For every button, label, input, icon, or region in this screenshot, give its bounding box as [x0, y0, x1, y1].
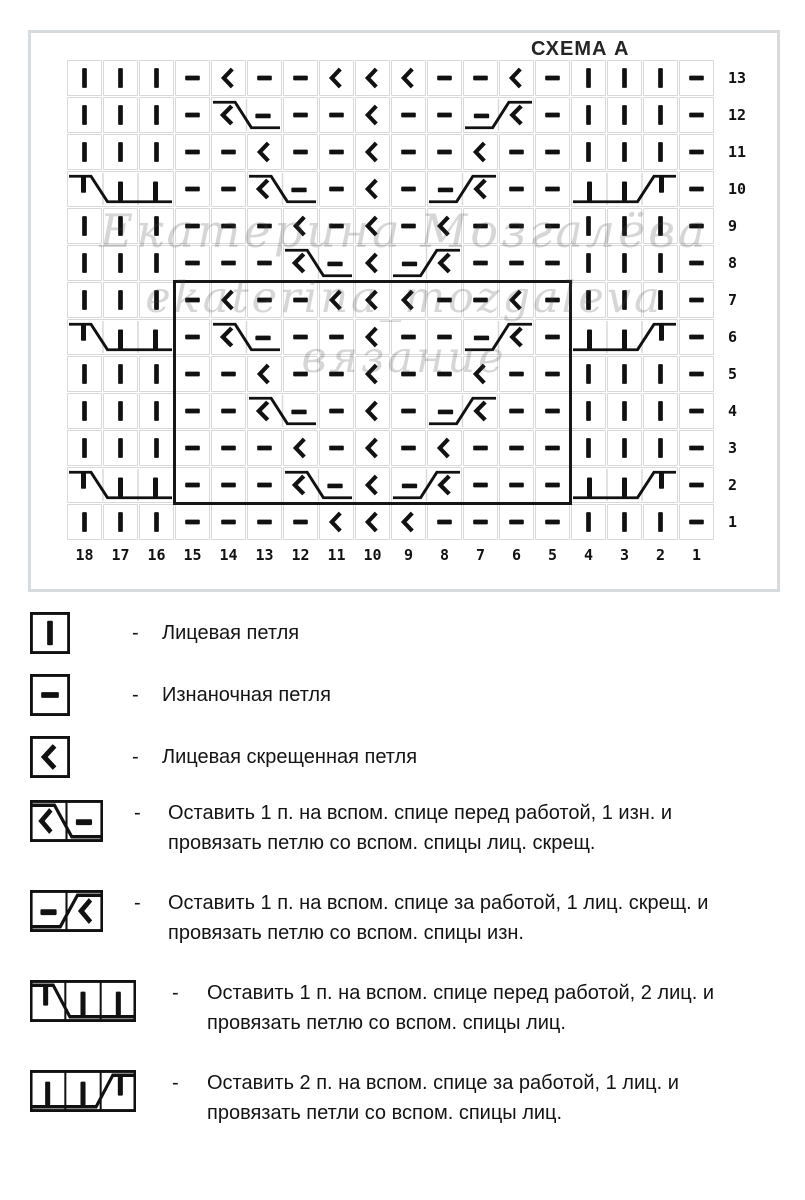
- chart-cell-p: [247, 504, 282, 540]
- chart-cell-tw: [355, 504, 390, 540]
- chart-cell-tw: [463, 134, 498, 170]
- chart-cell-p: [679, 393, 714, 429]
- legend-description-line: провязать петлю со вспом. спицы изн.: [168, 922, 524, 944]
- chart-cell-k: [571, 208, 606, 244]
- chart-cell-p: [391, 356, 426, 392]
- legend-label: Лицевая скрещенная петля: [162, 746, 418, 768]
- chart-cell-k: [607, 208, 642, 244]
- chart-cell-p: [211, 134, 246, 170]
- watermark-line-1: Екатерина Мозгалёва: [99, 204, 709, 258]
- chart-cell-p: [427, 134, 462, 170]
- column-label: 11: [327, 546, 346, 564]
- chart-cell-p: [391, 430, 426, 466]
- chart-cell-k: [139, 282, 174, 318]
- chart-cell-k: [67, 134, 102, 170]
- chart-cell-p: [175, 134, 210, 170]
- column-label: 14: [219, 546, 238, 564]
- chart-cell-p: [319, 356, 354, 392]
- chart-cell-k: [607, 97, 642, 133]
- chart-cell-k: [571, 504, 606, 540]
- chart-cell-p: [499, 245, 534, 281]
- chart-cell-p: [175, 356, 210, 392]
- chart-cell-p: [319, 393, 354, 429]
- legend-item-c3b: [30, 1068, 760, 1128]
- chart-cell-p: [175, 245, 210, 281]
- chart-cell-k: [607, 504, 642, 540]
- chart-cell-p: [463, 467, 498, 503]
- row-label: 7: [728, 291, 738, 309]
- chart-cell-k: [139, 97, 174, 133]
- chart-cell-p: [499, 430, 534, 466]
- chart-cell-p: [283, 356, 318, 392]
- chart-cell-p: [247, 60, 282, 96]
- chart-cell-tw: [427, 430, 462, 466]
- row-label: 6: [728, 328, 738, 346]
- column-label: 15: [183, 546, 202, 564]
- chart-cell-p: [427, 319, 462, 355]
- chart-cell-p: [247, 467, 282, 503]
- chart-cell-p: [283, 319, 318, 355]
- legend-symbol-k: [30, 612, 70, 654]
- chart-cell-p: [247, 245, 282, 281]
- legend-description-line: Оставить 1 п. на вспом. спице перед работой, 1 изн. и: [168, 802, 673, 824]
- legend-symbol-c3f: [30, 980, 136, 1022]
- row-label: 11: [728, 143, 747, 161]
- chart-cell-c2f: [283, 467, 354, 503]
- chart-cell-p: [679, 467, 714, 503]
- legend-description-line: провязать петли со вспом. спицы лиц.: [207, 1102, 563, 1124]
- chart-cell-k: [643, 356, 678, 392]
- column-label: 2: [655, 546, 666, 564]
- row-label: 10: [728, 180, 747, 198]
- chart-cell-tw: [355, 208, 390, 244]
- chart-cell-k: [67, 282, 102, 318]
- chart-cell-c2b: [427, 393, 498, 429]
- chart-cell-p: [679, 430, 714, 466]
- chart-cell-k: [139, 60, 174, 96]
- chart-cell-k: [139, 504, 174, 540]
- chart-cell-tw: [391, 60, 426, 96]
- chart-cell-c3b: [571, 319, 678, 355]
- chart-cell-p: [535, 171, 570, 207]
- chart-cell-p: [499, 467, 534, 503]
- chart-cell-k: [67, 208, 102, 244]
- chart-cell-c3f: [67, 171, 174, 207]
- chart-cell-k: [643, 430, 678, 466]
- chart-cell-p: [211, 208, 246, 244]
- chart-cell-p: [535, 282, 570, 318]
- chart-cell-tw: [391, 282, 426, 318]
- chart-cell-c2b: [427, 171, 498, 207]
- legend-item-tw: [30, 736, 760, 778]
- chart-cell-p: [463, 208, 498, 244]
- legend-separator-dash: -: [172, 982, 179, 1004]
- chart-cell-p: [679, 356, 714, 392]
- legend-symbol-p: [30, 674, 70, 716]
- chart-cell-k: [643, 504, 678, 540]
- legend-separator-dash: -: [172, 1072, 179, 1094]
- chart-cell-k: [571, 393, 606, 429]
- chart-cell-k: [571, 282, 606, 318]
- chart-cell-p: [211, 504, 246, 540]
- legend-description-line: Оставить 2 п. на вспом. спице за работой, 1 лиц. и: [207, 1072, 679, 1094]
- chart-cell-p: [535, 393, 570, 429]
- chart-cell-p: [535, 208, 570, 244]
- chart-cell-c2f: [211, 319, 282, 355]
- column-label: 4: [583, 546, 594, 564]
- chart-cell-p: [391, 97, 426, 133]
- chart-cell-k: [103, 356, 138, 392]
- chart-cell-k: [643, 97, 678, 133]
- legend-symbol-c2f: [30, 800, 103, 842]
- chart-cell-k: [139, 134, 174, 170]
- chart-cell-p: [175, 319, 210, 355]
- row-label: 13: [728, 69, 747, 87]
- row-label: 1: [728, 513, 738, 531]
- chart-cell-tw: [355, 134, 390, 170]
- column-label: 1: [691, 546, 702, 564]
- legend-label: Лицевая петля: [162, 622, 300, 644]
- chart-cell-tw: [355, 171, 390, 207]
- chart-cell-p: [283, 60, 318, 96]
- legend-item-c3f: [30, 978, 760, 1038]
- column-number-labels: [67, 542, 714, 568]
- column-label: 9: [403, 546, 414, 564]
- chart-cell-k: [607, 60, 642, 96]
- chart-cell-p: [535, 60, 570, 96]
- knitting-grid: [67, 60, 714, 540]
- column-label: 12: [291, 546, 310, 564]
- chart-cell-k: [571, 430, 606, 466]
- chart-cell-tw: [355, 97, 390, 133]
- legend-separator-dash: -: [132, 684, 139, 706]
- chart-cell-p: [391, 208, 426, 244]
- column-label: 7: [475, 546, 486, 564]
- chart-cell-c2b: [391, 245, 462, 281]
- chart-cell-p: [427, 356, 462, 392]
- row-label: 3: [728, 439, 738, 457]
- chart-cell-p: [175, 393, 210, 429]
- chart-cell-k: [643, 282, 678, 318]
- chart-cell-k: [103, 393, 138, 429]
- chart-cell-tw: [391, 504, 426, 540]
- chart-cell-c2b: [463, 97, 534, 133]
- chart-cell-k: [103, 245, 138, 281]
- chart-cell-p: [247, 208, 282, 244]
- chart-cell-tw: [355, 60, 390, 96]
- chart-cell-p: [463, 245, 498, 281]
- chart-cell-p: [463, 430, 498, 466]
- chart-cell-p: [463, 60, 498, 96]
- chart-cell-p: [319, 430, 354, 466]
- chart-cell-p: [211, 356, 246, 392]
- chart-cell-k: [643, 134, 678, 170]
- chart-cell-p: [427, 60, 462, 96]
- chart-container: [28, 30, 780, 592]
- chart-cell-tw: [319, 282, 354, 318]
- chart-cell-p: [247, 282, 282, 318]
- chart-cell-k: [67, 97, 102, 133]
- chart-cell-p: [319, 319, 354, 355]
- chart-cell-tw: [283, 430, 318, 466]
- row-label: 4: [728, 402, 738, 420]
- chart-cell-p: [427, 504, 462, 540]
- chart-cell-p: [391, 134, 426, 170]
- chart-cell-p: [427, 97, 462, 133]
- row-label: 2: [728, 476, 738, 494]
- chart-cell-p: [679, 60, 714, 96]
- chart-cell-p: [175, 60, 210, 96]
- knitting-grid-area: [67, 60, 714, 540]
- chart-cell-p: [175, 430, 210, 466]
- chart-cell-p: [535, 504, 570, 540]
- chart-title: СХЕМА А: [531, 38, 630, 60]
- chart-cell-k: [139, 393, 174, 429]
- chart-cell-k: [67, 393, 102, 429]
- chart-cell-p: [211, 171, 246, 207]
- chart-cell-p: [391, 319, 426, 355]
- chart-cell-tw: [427, 208, 462, 244]
- chart-cell-k: [67, 430, 102, 466]
- watermark-line-2: ekaterina_mozgaleva: [145, 273, 663, 323]
- chart-cell-p: [679, 319, 714, 355]
- chart-cell-p: [283, 282, 318, 318]
- column-label: 18: [75, 546, 94, 564]
- legend-description-line: Оставить 1 п. на вспом. спице перед работой, 2 лиц. и: [207, 982, 715, 1004]
- chart-cell-p: [535, 97, 570, 133]
- chart-cell-k: [67, 504, 102, 540]
- chart-cell-c2b: [463, 319, 534, 355]
- chart-cell-tw: [355, 393, 390, 429]
- legend-description-line: Оставить 1 п. на вспом. спице за работой, 1 лиц. скрещ. и: [168, 892, 709, 914]
- chart-cell-k: [67, 356, 102, 392]
- chart-cell-p: [499, 393, 534, 429]
- chart-cell-c2b: [391, 467, 462, 503]
- chart-cell-k: [643, 208, 678, 244]
- chart-cell-c3f: [67, 319, 174, 355]
- legend-separator-dash: -: [132, 746, 139, 768]
- chart-cell-k: [103, 97, 138, 133]
- chart-cell-k: [607, 134, 642, 170]
- symbol-legend: [30, 612, 760, 1158]
- chart-cell-p: [463, 282, 498, 318]
- chart-cell-tw: [355, 467, 390, 503]
- row-label: 5: [728, 365, 738, 383]
- chart-cell-p: [175, 282, 210, 318]
- chart-cell-tw: [463, 356, 498, 392]
- chart-cell-p: [175, 171, 210, 207]
- column-label: 10: [363, 546, 382, 564]
- legend-separator-dash: -: [134, 802, 141, 824]
- chart-cell-k: [103, 282, 138, 318]
- chart-cell-k: [607, 430, 642, 466]
- chart-cell-k: [103, 60, 138, 96]
- chart-cell-tw: [211, 60, 246, 96]
- chart-cell-k: [571, 245, 606, 281]
- chart-cell-p: [499, 356, 534, 392]
- legend-symbol-c2b: [30, 890, 103, 932]
- legend-separator-dash: -: [134, 892, 141, 914]
- column-label: 13: [255, 546, 274, 564]
- chart-cell-k: [103, 134, 138, 170]
- legend-description-line: провязать петлю со вспом. спицы лиц.: [207, 1012, 566, 1034]
- chart-cell-p: [319, 171, 354, 207]
- chart-cell-p: [391, 393, 426, 429]
- chart-cell-k: [139, 245, 174, 281]
- row-label: 9: [728, 217, 738, 235]
- chart-cell-tw: [319, 60, 354, 96]
- legend-description-line: провязать петлю со вспом. спицы лиц. скрещ.: [168, 832, 596, 854]
- chart-cell-k: [643, 60, 678, 96]
- chart-cell-k: [67, 245, 102, 281]
- chart-cell-k: [571, 97, 606, 133]
- chart-cell-p: [679, 245, 714, 281]
- legend-item-c2b: [30, 888, 760, 948]
- column-label: 16: [147, 546, 166, 564]
- chart-cell-c2f: [211, 97, 282, 133]
- chart-cell-p: [211, 245, 246, 281]
- row-label: 12: [728, 106, 747, 124]
- chart-cell-c3b: [571, 467, 678, 503]
- chart-cell-k: [571, 134, 606, 170]
- chart-cell-p: [211, 393, 246, 429]
- chart-cell-c2f: [247, 171, 318, 207]
- chart-cell-k: [139, 208, 174, 244]
- chart-cell-tw: [355, 282, 390, 318]
- chart-cell-p: [499, 504, 534, 540]
- chart-cell-p: [283, 134, 318, 170]
- chart-cell-p: [463, 504, 498, 540]
- legend-item-p: [30, 674, 760, 716]
- chart-cell-p: [499, 171, 534, 207]
- chart-cell-p: [679, 134, 714, 170]
- chart-cell-p: [175, 467, 210, 503]
- row-label: 8: [728, 254, 738, 272]
- chart-cell-tw: [247, 134, 282, 170]
- chart-cell-k: [103, 208, 138, 244]
- chart-cell-p: [535, 467, 570, 503]
- chart-cell-p: [211, 467, 246, 503]
- legend-symbol-c3b: [30, 1070, 136, 1112]
- column-label: 17: [111, 546, 130, 564]
- chart-cell-tw: [355, 245, 390, 281]
- chart-cell-p: [319, 134, 354, 170]
- legend-label: Изнаночная петля: [162, 684, 331, 706]
- column-label: 5: [547, 546, 558, 564]
- legend-separator-dash: -: [132, 622, 139, 644]
- chart-cell-p: [535, 134, 570, 170]
- column-label: 6: [511, 546, 522, 564]
- chart-cell-k: [607, 245, 642, 281]
- chart-cell-p: [283, 504, 318, 540]
- chart-cell-p: [319, 97, 354, 133]
- legend-symbol-tw: [30, 736, 70, 778]
- chart-cell-tw: [499, 60, 534, 96]
- chart-cell-p: [427, 282, 462, 318]
- chart-cell-p: [499, 208, 534, 244]
- chart-cell-p: [211, 430, 246, 466]
- chart-cell-k: [103, 504, 138, 540]
- chart-cell-p: [535, 356, 570, 392]
- chart-cell-p: [283, 97, 318, 133]
- chart-cell-k: [643, 245, 678, 281]
- chart-cell-k: [139, 430, 174, 466]
- chart-cell-k: [571, 356, 606, 392]
- column-label: 3: [619, 546, 630, 564]
- legend-item-k: [30, 612, 760, 654]
- chart-cell-k: [67, 60, 102, 96]
- chart-cell-p: [175, 208, 210, 244]
- chart-cell-p: [679, 282, 714, 318]
- chart-cell-p: [535, 319, 570, 355]
- chart-cell-k: [607, 393, 642, 429]
- legend-item-c2f: [30, 798, 760, 858]
- chart-cell-k: [139, 356, 174, 392]
- chart-cell-tw: [319, 504, 354, 540]
- chart-cell-k: [607, 356, 642, 392]
- chart-cell-p: [679, 171, 714, 207]
- chart-cell-tw: [355, 356, 390, 392]
- chart-cell-tw: [247, 356, 282, 392]
- chart-cell-k: [607, 282, 642, 318]
- column-label: 8: [439, 546, 450, 564]
- watermark-line-3: вязание: [301, 333, 507, 383]
- chart-cell-p: [247, 430, 282, 466]
- chart-cell-tw: [355, 430, 390, 466]
- chart-cell-tw: [283, 208, 318, 244]
- chart-cell-p: [319, 208, 354, 244]
- chart-cell-tw: [211, 282, 246, 318]
- chart-cell-p: [679, 208, 714, 244]
- chart-cell-p: [679, 504, 714, 540]
- chart-cell-c2f: [247, 393, 318, 429]
- chart-cell-c3b: [571, 171, 678, 207]
- chart-cell-p: [535, 245, 570, 281]
- chart-cell-k: [571, 60, 606, 96]
- chart-cell-k: [643, 393, 678, 429]
- chart-cell-c3f: [67, 467, 174, 503]
- chart-cell-p: [499, 134, 534, 170]
- chart-cell-p: [535, 430, 570, 466]
- chart-cell-tw: [499, 282, 534, 318]
- row-number-labels: [728, 60, 746, 540]
- chart-cell-c2f: [283, 245, 354, 281]
- chart-cell-k: [103, 430, 138, 466]
- chart-cell-p: [175, 504, 210, 540]
- chart-cell-p: [679, 97, 714, 133]
- chart-cell-p: [175, 97, 210, 133]
- chart-cell-tw: [355, 319, 390, 355]
- chart-cell-p: [391, 171, 426, 207]
